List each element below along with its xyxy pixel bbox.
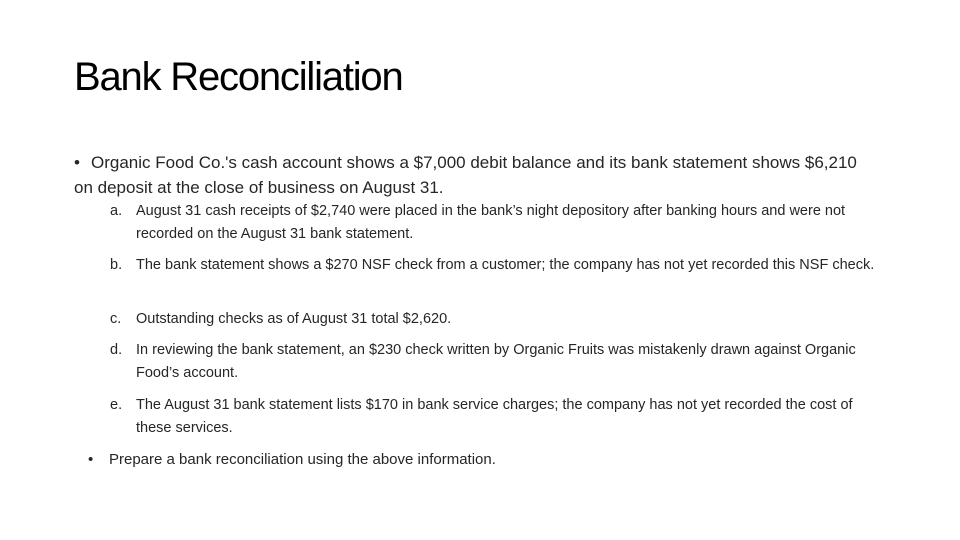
list-item-letter: d. bbox=[110, 342, 123, 358]
list-item-d bbox=[110, 339, 880, 385]
list-item-a bbox=[110, 200, 880, 246]
list-item-b bbox=[110, 254, 880, 277]
main-bullet bbox=[74, 150, 874, 200]
final-bullet-text: Prepare a bank reconciliation using the above information. bbox=[109, 451, 496, 468]
list-item-letter: a. bbox=[110, 203, 123, 219]
list-item-text: The bank statement shows a $270 NSF check from a customer; the company has not yet recorded this NSF check. bbox=[136, 257, 875, 273]
list-item-letter: e. bbox=[110, 397, 123, 413]
slide-title: Bank Reconciliation bbox=[74, 55, 403, 99]
list-item-text: August 31 cash receipts of $2,740 were placed in the bank’s night depository after banking hours and were not recorded on the August 31 bank statement. bbox=[136, 203, 846, 242]
list-item-text: The August 31 bank statement lists $170 in bank service charges; the company has not yet recorded the cost of these services. bbox=[136, 397, 853, 436]
main-bullet-text: Organic Food Co.'s cash account shows a $7,000 debit balance and its bank statement shows $6,210 on deposit at the close of business on August 31. bbox=[74, 153, 857, 197]
list-item-letter: c. bbox=[110, 311, 122, 327]
bullet-marker: • bbox=[88, 451, 94, 468]
list-item-text: In reviewing the bank statement, an $230 check written by Organic Fruits was mistakenly drawn against Organic Food’s account. bbox=[136, 342, 856, 381]
list-item-text: Outstanding checks as of August 31 total $2,620. bbox=[136, 311, 452, 327]
final-bullet bbox=[88, 448, 496, 471]
list-item-c bbox=[110, 308, 880, 331]
bullet-marker: • bbox=[74, 153, 80, 172]
list-item-letter: b. bbox=[110, 257, 123, 273]
list-item-e bbox=[110, 394, 880, 440]
